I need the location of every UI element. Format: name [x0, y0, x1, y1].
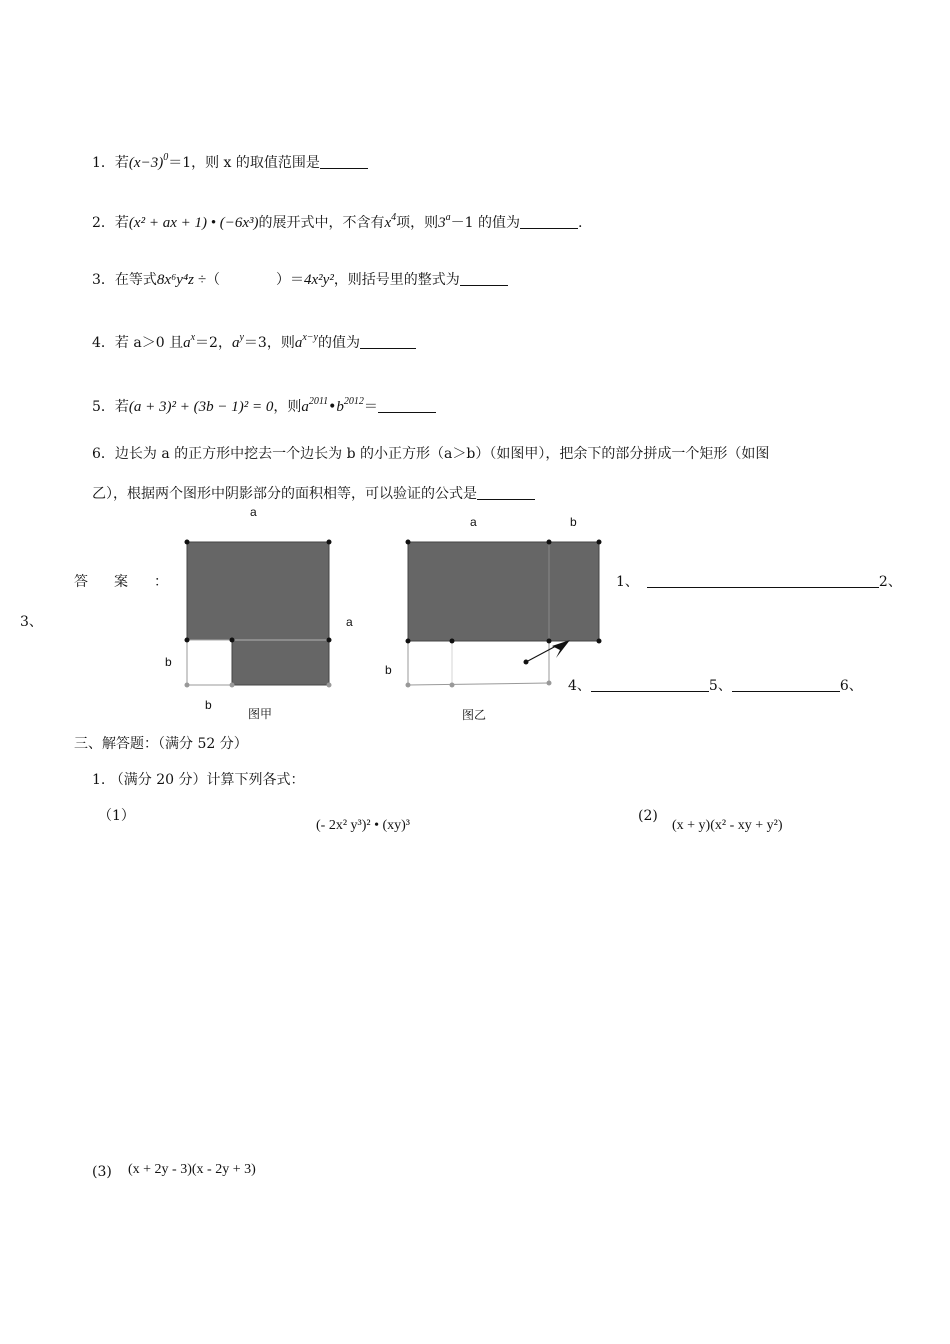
- yi-shaded-right: [549, 542, 599, 641]
- jia-label-b-left: b: [165, 655, 172, 669]
- answer-1-label: 1、: [616, 574, 639, 590]
- answer-5-blank: [732, 677, 840, 692]
- q4-num: 4．: [92, 335, 115, 351]
- q3-blank: [460, 271, 508, 286]
- answers-row-1: [616, 572, 902, 592]
- problem-1-label: （1）: [98, 808, 135, 824]
- q4-math: $a^x$: [183, 332, 196, 351]
- question-4: [92, 328, 416, 353]
- section3-title: 三、解答题：（满分 52 分）: [74, 736, 248, 752]
- jia-label-a-right: a: [346, 615, 353, 629]
- q3-math2: 4x²y²: [304, 272, 334, 288]
- q1-num: 1．: [92, 155, 115, 171]
- q2-text3: －1 的值为: [450, 215, 521, 231]
- question-3: [92, 270, 508, 290]
- yi-caption: 图乙: [462, 708, 487, 722]
- answer-6-label: 6、: [839, 678, 863, 694]
- figure-jia: [160, 500, 370, 730]
- yi-label-b-left: b: [385, 663, 392, 677]
- question-1: [92, 148, 368, 173]
- problem-3-expr: (x + 2y - 3)(x - 2y + 3): [128, 1162, 256, 1177]
- q3-math: 8x⁶y⁴z ÷: [156, 272, 206, 288]
- q6-line2: 乙），根据两个图形中阴影部分的面积相等，可以验证的公式是: [92, 486, 477, 502]
- answer-5-label: 5、: [708, 678, 732, 694]
- q1-math: $(x-3)^0$: [128, 152, 169, 171]
- q6-blank: [477, 485, 535, 500]
- q4-text3: 的值为: [317, 335, 360, 351]
- answers-label: 答 案 ：: [74, 574, 174, 590]
- problem-3-label: (3): [92, 1164, 112, 1180]
- q5-pre: 若: [114, 399, 129, 415]
- jia-shaded-region: [187, 542, 329, 685]
- answer-3-label: 3、: [20, 614, 43, 630]
- q4-pre: 若 a＞0 且: [114, 335, 184, 351]
- q4-blank: [360, 334, 416, 349]
- q5-num: 5．: [92, 399, 115, 415]
- yi-label-b-top: b: [570, 515, 577, 529]
- problem-1-expr: (- 2x² y³)² • (xy)³: [316, 818, 411, 833]
- q5-math3: $b^{2012}$: [336, 396, 364, 415]
- answer-4-label: 4、: [568, 678, 591, 694]
- q1-blank: [320, 154, 368, 169]
- q5-blank: [378, 398, 436, 413]
- q4-math3: $a^{x-y}$: [294, 332, 318, 351]
- q3-num: 3．: [92, 272, 115, 288]
- jia-label-b-bottom: b: [205, 698, 212, 712]
- yi-arrow-icon: [552, 640, 570, 658]
- figure-yi: [380, 500, 620, 730]
- q5-text3: ＝: [363, 399, 378, 415]
- q1-pre: 若: [114, 155, 129, 171]
- yi-label-a-top: a: [470, 515, 477, 529]
- section3-q1: 1. （满分 20 分）计算下列各式：: [92, 772, 305, 788]
- answer-1-blank: [647, 573, 879, 588]
- question-6-line1: [92, 444, 769, 464]
- problem-2-label: (2): [638, 808, 658, 824]
- q4-text2: ＝3，则: [243, 335, 295, 351]
- q5-dot: •: [328, 399, 337, 415]
- q2-post: .: [578, 215, 583, 231]
- q5-math: (a + 3)² + (3b − 1)² = 0: [128, 399, 274, 415]
- q5-math2: $a^{2011}$: [301, 396, 329, 415]
- question-5: [92, 392, 436, 417]
- q2-pre: 若: [114, 215, 129, 231]
- q2-num: 2．: [92, 215, 115, 231]
- q2-math2: $x^4$: [384, 212, 397, 231]
- q4-math2: $a^y$: [231, 332, 244, 351]
- q2-text: 的展开式中，不含有: [258, 215, 385, 231]
- q2-math: (x² + ax + 1) • (−6x³): [128, 215, 259, 231]
- q3-text2: ，则括号里的整式为: [333, 272, 460, 288]
- q2-blank: [520, 214, 578, 229]
- q6-num: 6．: [92, 446, 115, 462]
- question-2: [92, 208, 582, 233]
- q3-pre: 在等式: [114, 272, 157, 288]
- yi-shaded-left: [408, 542, 549, 641]
- q6-line1: 边长为 a 的正方形中挖去一个边长为 b 的小正方形（a＞b）（如图甲），把余下的部分拼成一个矩形（如图: [114, 446, 770, 462]
- q2-text2: 项，则: [396, 215, 439, 231]
- q4-text: ＝2，: [195, 335, 232, 351]
- q1-text: ＝1，则 x 的取值范围是: [168, 155, 320, 171]
- problem-2-expr: (x + y)(x² - xy + y²): [672, 818, 783, 833]
- q5-text: ，则: [273, 399, 302, 415]
- q3-text: （ ）＝: [206, 272, 304, 288]
- answer-2-label: 2、: [878, 574, 902, 590]
- jia-label-a-top: a: [250, 505, 257, 519]
- q2-math3: 3$^a$: [438, 212, 451, 231]
- jia-caption: 图甲: [248, 707, 273, 721]
